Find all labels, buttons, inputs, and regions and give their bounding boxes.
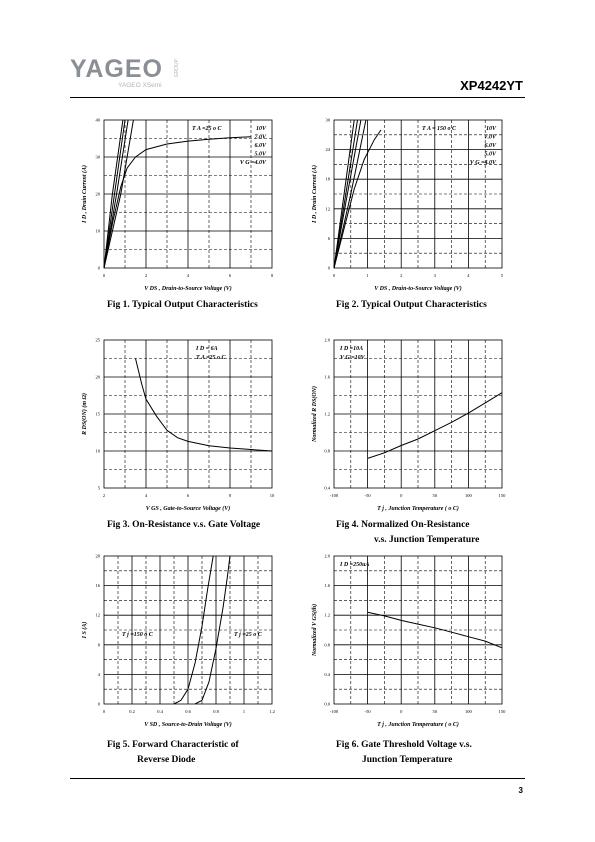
- x-tick-label: 6: [228, 273, 232, 278]
- x-tick-label: -100: [329, 493, 339, 498]
- x-tick-label: 2: [144, 273, 148, 278]
- annotation-label: I D =10A: [340, 346, 364, 352]
- y-tick-label: 25: [95, 337, 100, 343]
- chart-fig1-output-characteristics: [70, 112, 280, 292]
- y-tick-label: 1.6: [324, 374, 330, 380]
- x-axis-label: V SD , Source-to-Drain Voltage (V): [144, 722, 232, 728]
- fig5-caption: Fig 5. Forward Characteristic of: [107, 740, 239, 750]
- y-tick-label: 0.4: [324, 671, 330, 677]
- y-axis-label: I D , Drain Current (A): [82, 164, 88, 224]
- x-tick-label: 0: [400, 493, 403, 498]
- legend-label: 7.0V: [484, 134, 496, 141]
- x-tick-label: 0.2: [129, 709, 135, 714]
- annotation-label: I D =250uA: [340, 562, 370, 568]
- footer-rule: [70, 778, 525, 779]
- y-tick-label: 0: [327, 265, 330, 271]
- x-tick-label: 0: [332, 273, 336, 278]
- x-tick-label: -50: [364, 493, 371, 498]
- y-tick-label: 30: [325, 117, 330, 123]
- legend-label: 5.0V: [254, 151, 266, 158]
- y-tick-label: 10: [95, 228, 100, 234]
- x-axis-label: T j , Junction Temperature ( o C): [377, 506, 459, 512]
- fig6-caption: Fig 6. Gate Threshold Voltage v.s.: [336, 740, 472, 750]
- annotation-label: T A = 150 o C: [422, 126, 457, 132]
- y-tick-label: 0.0: [324, 701, 330, 707]
- x-tick-label: 50: [432, 493, 438, 498]
- y-tick-label: 4: [97, 671, 100, 677]
- y-axis-label: Normalized R DS(ON): [312, 385, 318, 443]
- y-tick-label: 16: [95, 583, 100, 589]
- x-tick-label: 4: [467, 273, 470, 278]
- logo-text: YAGEO: [70, 55, 164, 83]
- x-tick-label: 150: [498, 709, 506, 714]
- y-tick-label: 0.4: [324, 485, 330, 491]
- y-tick-label: 1.2: [324, 612, 330, 618]
- x-tick-label: 10: [269, 493, 275, 498]
- yageo-logo: [70, 55, 180, 89]
- y-tick-label: 0.8: [324, 448, 330, 454]
- y-tick-label: 15: [95, 411, 100, 417]
- legend-label: 6.0V: [254, 143, 266, 149]
- y-tick-label: 12: [325, 206, 330, 212]
- annotation-label: V G =10V: [340, 355, 365, 361]
- y-tick-label: 8: [97, 642, 100, 648]
- x-tick-label: 2: [102, 493, 106, 498]
- y-tick-label: 1.6: [324, 583, 330, 589]
- x-tick-label: 50: [432, 709, 438, 714]
- part-number: XP4242YT: [460, 78, 523, 93]
- x-tick-label: 1.2: [269, 709, 275, 714]
- y-tick-label: 20: [95, 374, 100, 380]
- fig5-caption-line2: Reverse Diode: [137, 755, 196, 765]
- chart-fig3-on-resistance: [70, 332, 280, 512]
- y-tick-label: 40: [95, 117, 100, 123]
- series-line: [136, 359, 273, 452]
- fig4-caption: Fig 4. Normalized On-Resistance: [336, 520, 470, 530]
- x-tick-label: 6: [186, 493, 190, 498]
- logo-group: GROUP: [174, 59, 180, 78]
- y-tick-label: 0: [97, 265, 100, 271]
- x-tick-label: 5: [500, 273, 504, 278]
- y-tick-label: 12: [95, 612, 100, 618]
- fig6-caption-line2: Junction Temperature: [362, 755, 453, 765]
- y-axis-label: Normalized V GS(th): [312, 603, 318, 657]
- x-tick-label: 8: [228, 493, 232, 498]
- x-axis-label: T j , Junction Temperature ( o C): [377, 722, 459, 728]
- x-tick-label: 0: [400, 709, 403, 714]
- fig2-caption: Fig 2. Typical Output Characteristics: [336, 300, 487, 310]
- y-tick-label: 2.0: [324, 553, 330, 559]
- fig4-caption-line2: v.s. Junction Temperature: [374, 535, 480, 545]
- x-tick-label: 4: [186, 273, 190, 278]
- x-tick-label: 0.6: [185, 709, 191, 714]
- x-axis-label: V DS , Drain-to-Source Voltage (V): [374, 286, 462, 292]
- header-rule: [70, 97, 525, 98]
- legend-label: 5.0V: [484, 151, 496, 158]
- series-line: [104, 137, 251, 268]
- chart-fig4-normalized-on-resistance: [300, 332, 510, 512]
- y-tick-label: 6: [327, 235, 330, 241]
- legend-label: 6.0V: [484, 143, 496, 149]
- x-tick-label: 150: [498, 493, 506, 498]
- x-axis-label: V DS , Drain-to-Source Voltage (V): [144, 286, 232, 292]
- x-tick-label: 4: [144, 493, 148, 498]
- x-tick-label: 1: [242, 709, 246, 714]
- y-axis-label: I S (A): [82, 621, 88, 639]
- x-tick-label: 8: [270, 273, 274, 278]
- x-tick-label: 100: [465, 493, 472, 498]
- page-number: 3: [518, 786, 523, 795]
- fig3-caption: Fig 3. On-Resistance v.s. Gate Voltage: [107, 520, 261, 530]
- annotation-label: T A =25 o C: [192, 126, 222, 132]
- x-tick-label: 0.4: [157, 709, 163, 714]
- x-tick-label: -100: [329, 709, 339, 714]
- x-tick-label: 3: [433, 273, 436, 278]
- y-tick-label: 0.8: [324, 642, 330, 648]
- legend-label: 10V: [485, 126, 496, 132]
- x-tick-label: 2: [400, 273, 403, 278]
- y-tick-label: 10: [95, 448, 100, 454]
- annotation-label: I D = 6A: [196, 346, 218, 352]
- y-tick-label: 18: [325, 176, 330, 182]
- x-tick-label: 0: [102, 709, 106, 714]
- y-tick-label: 1.2: [324, 411, 330, 417]
- x-tick-label: 0: [102, 273, 106, 278]
- logo-subtitle: YAGEO XSemi: [118, 82, 162, 89]
- annotation-label: T A =25 o C: [196, 355, 226, 361]
- x-tick-label: 0.8: [213, 709, 219, 714]
- x-tick-label: -50: [364, 709, 371, 714]
- legend-label: V G =4.0V: [239, 160, 266, 166]
- annotation-label: T j =25 o C: [234, 632, 262, 638]
- y-tick-label: 20: [95, 191, 100, 197]
- chart-fig2-output-characteristics: [300, 112, 510, 292]
- y-axis-label: R DS(ON) (m Ω): [82, 393, 88, 435]
- chart-fig5-forward-characteristic: [70, 548, 280, 728]
- y-tick-label: 20: [95, 553, 100, 559]
- x-tick-label: 100: [465, 709, 472, 714]
- y-tick-label: 5: [97, 485, 100, 491]
- y-tick-label: 24: [325, 147, 330, 153]
- chart-fig6-gate-threshold: [300, 548, 510, 728]
- legend-label: 7.0V: [254, 134, 266, 141]
- x-tick-label: 1: [366, 273, 369, 278]
- y-tick-label: 30: [95, 154, 100, 160]
- y-tick-label: 0: [97, 701, 100, 707]
- legend-label: 10V: [255, 126, 266, 132]
- fig1-caption: Fig 1. Typical Output Characteristics: [107, 300, 258, 310]
- y-tick-label: 2.0: [324, 337, 330, 343]
- legend-label: V G =4.0V: [469, 160, 496, 166]
- series-line: [334, 130, 381, 268]
- y-axis-label: I D , Drain Current (A): [312, 164, 318, 224]
- annotation-label: T j =150 o C: [122, 632, 153, 638]
- x-axis-label: V GS , Gate-to-Source Voltage (V): [145, 506, 231, 512]
